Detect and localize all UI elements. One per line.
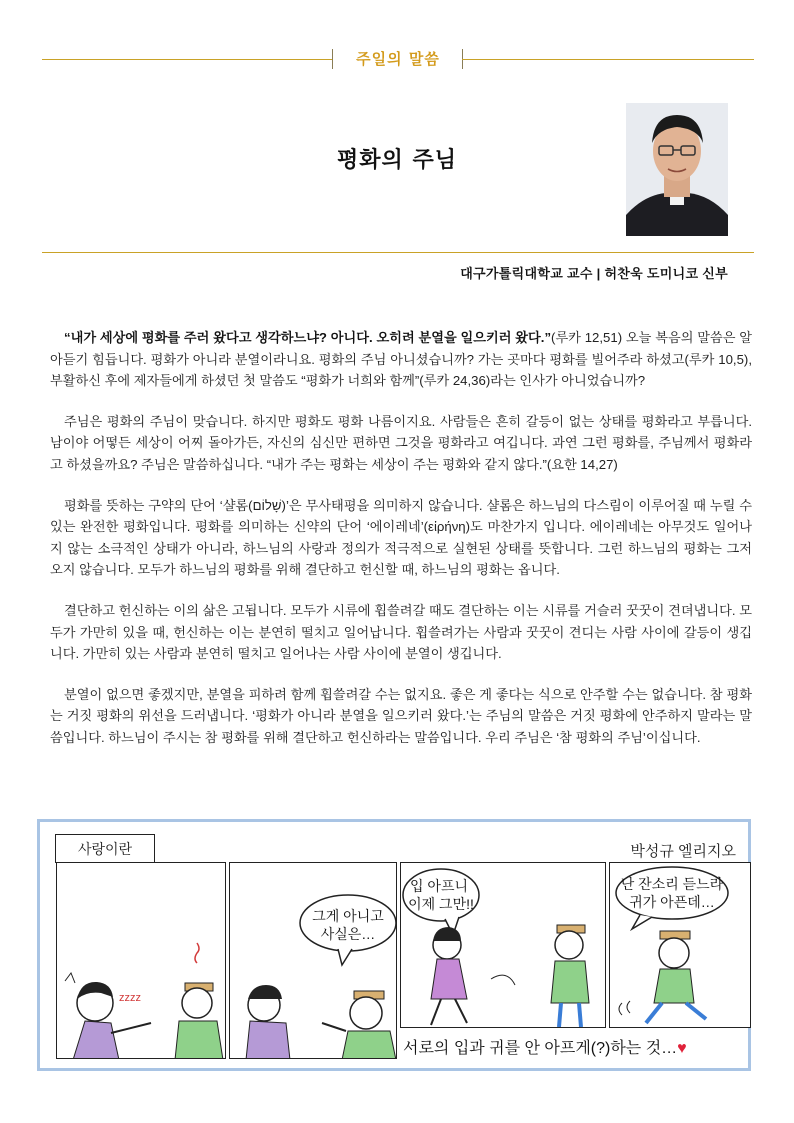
svg-text:사실은…: 사실은… — [320, 926, 376, 942]
heart-icon: ♥ — [677, 1040, 687, 1057]
title-divider — [42, 252, 754, 253]
paragraph-4: 결단하고 헌신하는 이의 삶은 고됩니다. 모두가 시류에 휩쓸려갈 때도 결단하는 이는 시류를 거슬러 꿋꿋이 견뎌냅니다. 모두가 가만히 있을 때, 헌신하는 이는 분연히 떨치고 일어납니다. 휩쓸려가는 사람과 꿋꿋이 견디는 사람 사이에 갈등이 생깁니다. 가만히 있는 사람과 분연히 떨치고 일어나는 사람 사이에 분열이 생깁니다. — [50, 602, 752, 662]
quote-lead: “내가 세상에 평화를 주러 왔다고 생각하느냐? 아니다. 오히려 분열을 일으키러 왔다.” — [64, 330, 552, 345]
byline: 대구가톨릭대학교 교수 | 허찬욱 도미니코 신부 — [460, 266, 728, 281]
paragraph-1: “내가 세상에 평화를 주러 왔다고 생각하느냐? 아니다. 오히려 분열을 일으키러 왔다.”(루카 12,51) 오늘 복음의 말씀은 알아듣기 힘듭니다. 평화가 아니라 분열이라니요. 평화의 주님 아니셨습니까? 가는 곳마다 평화를 빌어주라 하셨고(루카 10,5), 부활하신 후에 제자들에게 하셨던 첫 말씀도 “평화가 너희와 함께”(루카 24,36)라는 인사가 아니었습니까? — [50, 330, 752, 389]
svg-text:입 아프니: 입 아프니 — [410, 878, 468, 894]
header-rule-left — [42, 59, 332, 60]
comic-panel-1 — [56, 862, 226, 1059]
comic-panel-2 — [229, 862, 397, 1059]
svg-text:그게 아니고: 그게 아니고 — [312, 908, 384, 924]
header-rule-right — [462, 59, 754, 60]
header-tick-left — [332, 49, 333, 69]
paragraph-5: 분열이 없으면 좋겠지만, 분열을 피하려 함께 휩쓸려갈 수는 없지요. 좋은 게 좋다는 식으로 안주할 수는 없습니다. 참 평화는 거짓 평화의 위선을 드러냅니다. ‘평화가 아니라 분열을 일으키러 왔다.’는 주님의 말씀은 거짓 평화에 안주하지 말라는 말씀입니다. 하느님이 주시는 참 평화를 위해 결단하고 헌신하라는 말씀입니다. 우리 주님은 ‘참 평화의 주님’이십니다. — [50, 686, 752, 745]
svg-text:이제 그만!!: 이제 그만!! — [408, 896, 474, 912]
comic-panel-3 — [400, 862, 606, 1028]
comic-panel-4 — [609, 862, 751, 1028]
svg-text:귀가 아픈데…: 귀가 아픈데… — [629, 894, 715, 910]
author-portrait — [626, 103, 728, 236]
section-label: 주일의 말씀 — [356, 50, 440, 68]
comic-author: 박성규 엘리지오 — [630, 843, 736, 860]
svg-text:zzzz: zzzz — [119, 992, 141, 1004]
article-title: 평화의 주님 — [337, 148, 457, 173]
svg-text:난 잔소리 듣느라: 난 잔소리 듣느라 — [620, 876, 724, 892]
article-body — [50, 327, 752, 768]
paragraph-3: 평화를 뜻하는 구약의 단어 ‘샬롬(שָׁלוֹם)’은 무사태평을 의미하지 않습니다. 샬롬은 하느님의 다스림이 이루어질 때 누릴 수 있는 완전한 평화입니다. 평화를 의미하는 신약의 단어 ‘에이레네’(εἰρήνη)도 마찬가지 입니다. 에이레네는 아무것도 일어나지 않는 소극적인 상태가 아니라, 하느님의 사랑과 정의가 적극적으로 실현된 상태를 뜻합니다. 그런 하느님의 평화는 그저 오지 않습니다. 모두가 하느님의 평화를 위해 결단하고 헌신할 때, 하느님의 평화는 옵니다. — [50, 497, 752, 578]
comic-title-tag: 사랑이란 — [55, 834, 155, 863]
comic-caption: 서로의 입과 귀를 안 아프게(?)하는 것…♥ — [403, 1040, 687, 1057]
paragraph-2: 주님은 평화의 주님이 맞습니다. 하지만 평화도 평화 나름이지요. 사람들은 흔히 갈등이 없는 상태를 평화라고 부릅니다. 남이야 어떻든 세상이 어찌 돌아가든, 자신의 심신만 편하면 그것을 평화라고 여깁니다. 과연 그런 평화를, 주님께서 평화라고 하셨을까요? 주님은 말씀하십니다. “내가 주는 평화는 세상이 주는 평화와 같지 않다.”(요한 14,27) — [50, 413, 752, 472]
